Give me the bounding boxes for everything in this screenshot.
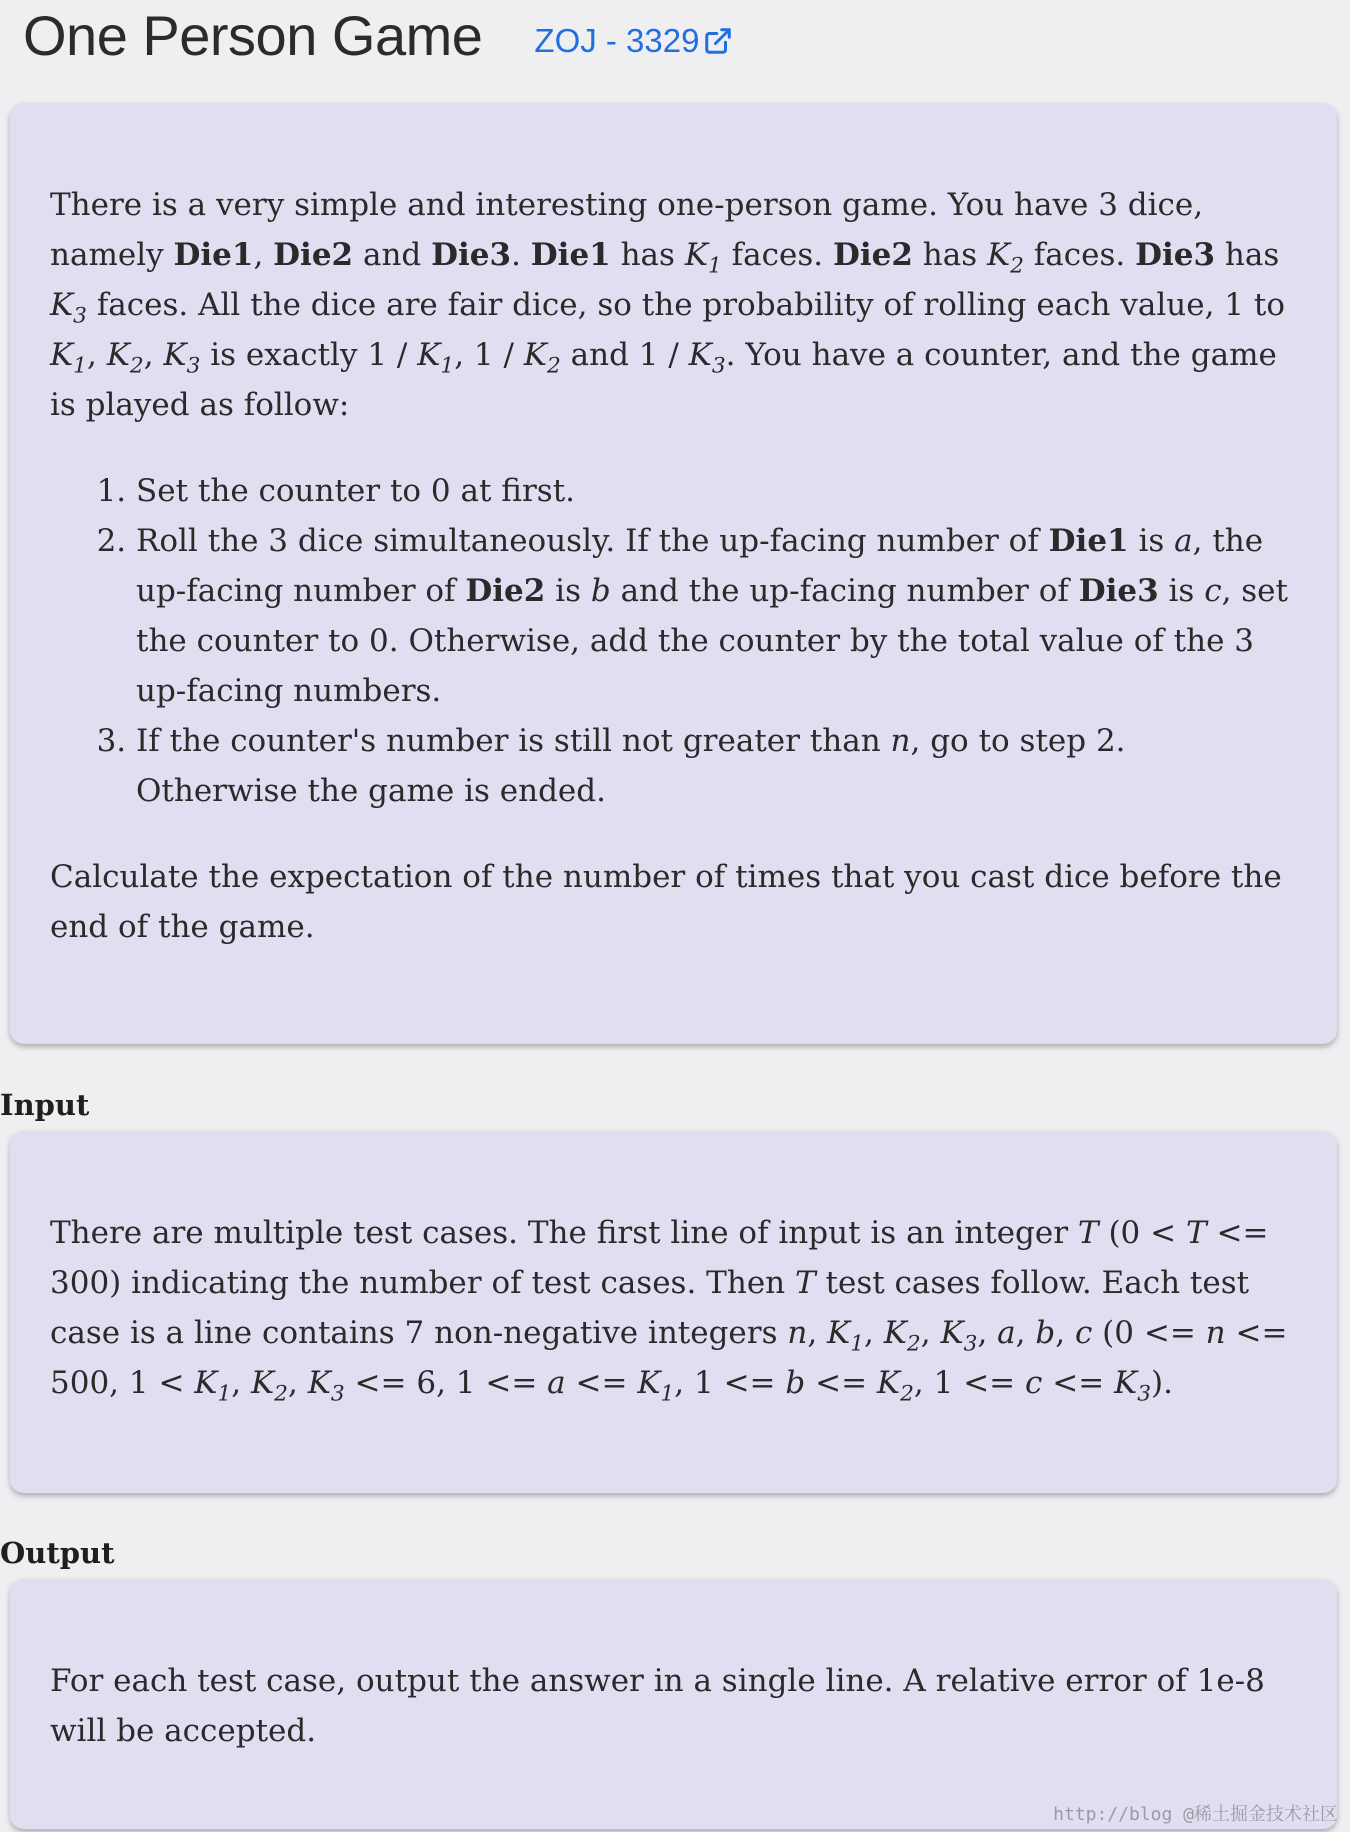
list-item: 1. Set the counter to 0 at first. xyxy=(136,466,1297,516)
page-title: One Person Game xyxy=(23,3,483,67)
list-item: 2. Roll the 3 dice simultaneously. If the up-facing number of Die1 is a, the up-facing number of Die2 is b and the up-facing number of Die3 is c, set the counter to 0. Otherwise, add the counter by the total value of the 3 up-facing numbers. xyxy=(136,516,1297,716)
input-paragraph: There are multiple test cases. The first line of input is an integer T (0 < T <= 300) indicating the number of test cases. Then T test cases follow. Each test case is a line contains 7 non-negative integers n, $K_1$, $K_2$, $K_3$, a, b, c (0 <= n <= 500, $1 < K_1$, $K_2$, $K_3 <= 6$, $1 <= a <= K_1$, $1 <= b <= K_2$, $1 <= c <= K_3$). xyxy=(50,1215,1288,1407)
output-panel xyxy=(10,1579,1337,1829)
list-item: 3. If the counter's number is still not greater than n, go to step 2. Otherwise the game is ended. xyxy=(136,716,1297,816)
watermark: http://blog @稀土掘金技术社区 xyxy=(1053,1804,1338,1825)
source-link[interactable] xyxy=(534,22,733,60)
external-link-icon xyxy=(703,26,733,56)
source-link-label: ZOJ - 3329 xyxy=(534,22,700,59)
steps-list xyxy=(50,466,1297,816)
output-paragraph: For each test case, output the answer in a single line. A relative error of 1e-8 will be accepted. xyxy=(50,1663,1265,1749)
description-question: Calculate the expectation of the number of times that you cast dice before the end of the game. xyxy=(50,859,1282,945)
description-panel xyxy=(10,103,1337,1044)
description-paragraph: There is a very simple and interesting one-person game. You have 3 dice, namely Die1, Die2 and Die3. Die1 has $K_1$ faces. Die2 has $K_2$ faces. Die3 has $K_3$ faces. All the dice are fair dice, so the probability of rolling each value, 1 to $K_1$, $K_2$, $K_3$ is exactly $1 / K_1$, $1 / K_2$ and $1 / K_3$. You have a counter, and the game is played as follow: xyxy=(50,187,1285,423)
output-heading: Output xyxy=(0,1536,115,1570)
page-header xyxy=(23,0,733,70)
input-heading: Input xyxy=(0,1088,90,1122)
input-panel xyxy=(10,1131,1337,1493)
